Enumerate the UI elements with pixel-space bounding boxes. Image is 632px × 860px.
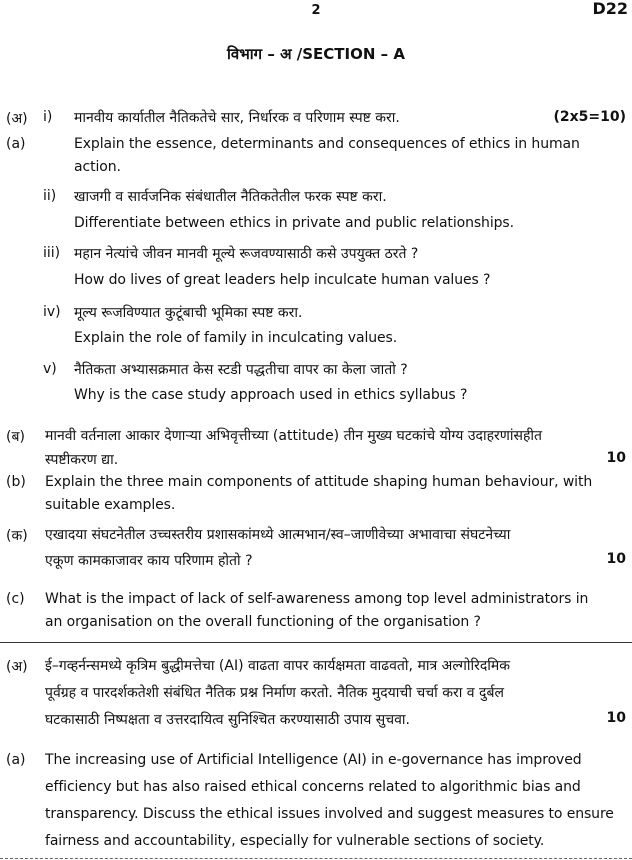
marks: 10 [606,450,626,466]
item-text-mr: मानवीय कार्यातील नैतिकतेचे सार, निर्धारक व परिणाम स्पष्ट करा. [74,110,400,126]
page-number: 2 [311,3,321,18]
item-number: ii) [43,188,57,204]
item-text-mr: खाजगी व सार्वजनिक संबंधातील नैतिकतेतील फरक स्पष्ट करा. [74,189,387,205]
item-text-en: Explain the role of family in inculcating values. [74,330,398,346]
marks: (2x5=10) [553,109,626,125]
item-text-mr: महान नेत्यांचे जीवन मानवी मूल्ये रूजवण्यासाठी कसे उपयुक्त ठरते ? [74,246,419,262]
marks: 10 [606,710,626,726]
item-number: v) [43,361,57,377]
question-text-en: What is the impact of lack of self-awareness among top level administrators in [45,591,589,607]
item-text-mr: नैतिकता अभ्यासक्रमात केस स्टडी पद्धतीचा वापर का केला जातो ? [74,362,408,378]
item-text-en: action. [74,159,121,175]
item-text-mr: मूल्य रूजविण्यात कुटूंबाची भूमिका स्पष्ट करा. [74,305,303,321]
question-text-mr: स्पष्टीकरण द्या. [45,452,119,468]
marks: 10 [606,551,626,567]
question-label-en: (a) [6,752,26,768]
question-label-en: (c) [6,591,25,607]
question-text-en: transparency. Discuss the ethical issues involved and suggest measures to ensure [45,806,614,822]
question-label-en: (b) [6,474,26,490]
question-text-mr: एखादया संघटनेतील उच्चस्तरीय प्रशासकांमध्ये आत्मभान/स्व–जाणीवेच्या अभावाचा संघटनेच्या [45,527,511,543]
question-text-mr: एकूण कामकाजावर काय परिणाम होतो ? [45,553,253,569]
item-text-en: Differentiate between ethics in private and public relationships. [74,215,514,231]
question-text-mr: मानवी वर्तनाला आकार देणाऱ्या अभिवृत्तीच्या (attitude) तीन मुख्य घटकांचे योग्य उदाहरणांसहीत [45,428,542,444]
question-label-mr: (अ) [6,659,28,675]
bottom-divider [0,858,632,859]
item-text-en: Explain the essence, determinants and consequences of ethics in human [74,136,580,152]
item-number: iv) [43,304,61,320]
question-text-en: efficiency but has also raised ethical concerns related to algorithmic bias and [45,779,581,795]
question-label-mr: (अ) [6,111,28,127]
question-text-mr: घटकासाठी निष्पक्षता व उत्तरदायित्व सुनिश्चित करण्यासाठी उपाय सुचवा. [45,712,410,728]
question-text-en: The increasing use of Artificial Intelligence (AI) in e-governance has improved [45,752,582,768]
item-text-en: Why is the case study approach used in ethics syllabus ? [74,387,468,403]
paper-code: D22 [592,0,628,18]
question-text-mr: ई–गव्हर्नन्समध्ये कृत्रिम बुद्धीमत्तेचा (AI) वाढता वापर कार्यक्षमता वाढवतो, मात्र अल्गोरिदमिक [45,658,511,674]
question-text-en: fairness and accountability, especially for vulnerable sections of society. [45,833,545,849]
question-text-en: an organisation on the overall functioning of the organisation ? [45,614,481,630]
question-text-en: suitable examples. [45,497,176,513]
divider [0,642,632,643]
item-number: i) [43,109,53,125]
question-label-mr: (क) [6,528,28,544]
item-text-en: How do lives of great leaders help inculcate human values ? [74,272,491,288]
section-title: विभाग – अ /SECTION – A [227,45,405,63]
question-text-mr: पूर्वग्रह व पारदर्शकतेशी संबंधित नैतिक प्रश्न निर्माण करतो. नैतिक मुदयाची चर्चा करा व दुर्बल [45,685,504,701]
question-label-en: (a) [6,136,26,152]
question-text-en: Explain the three main components of attitude shaping human behaviour, with [45,474,593,490]
question-label-mr: (ब) [6,429,25,445]
item-number: iii) [43,245,61,261]
